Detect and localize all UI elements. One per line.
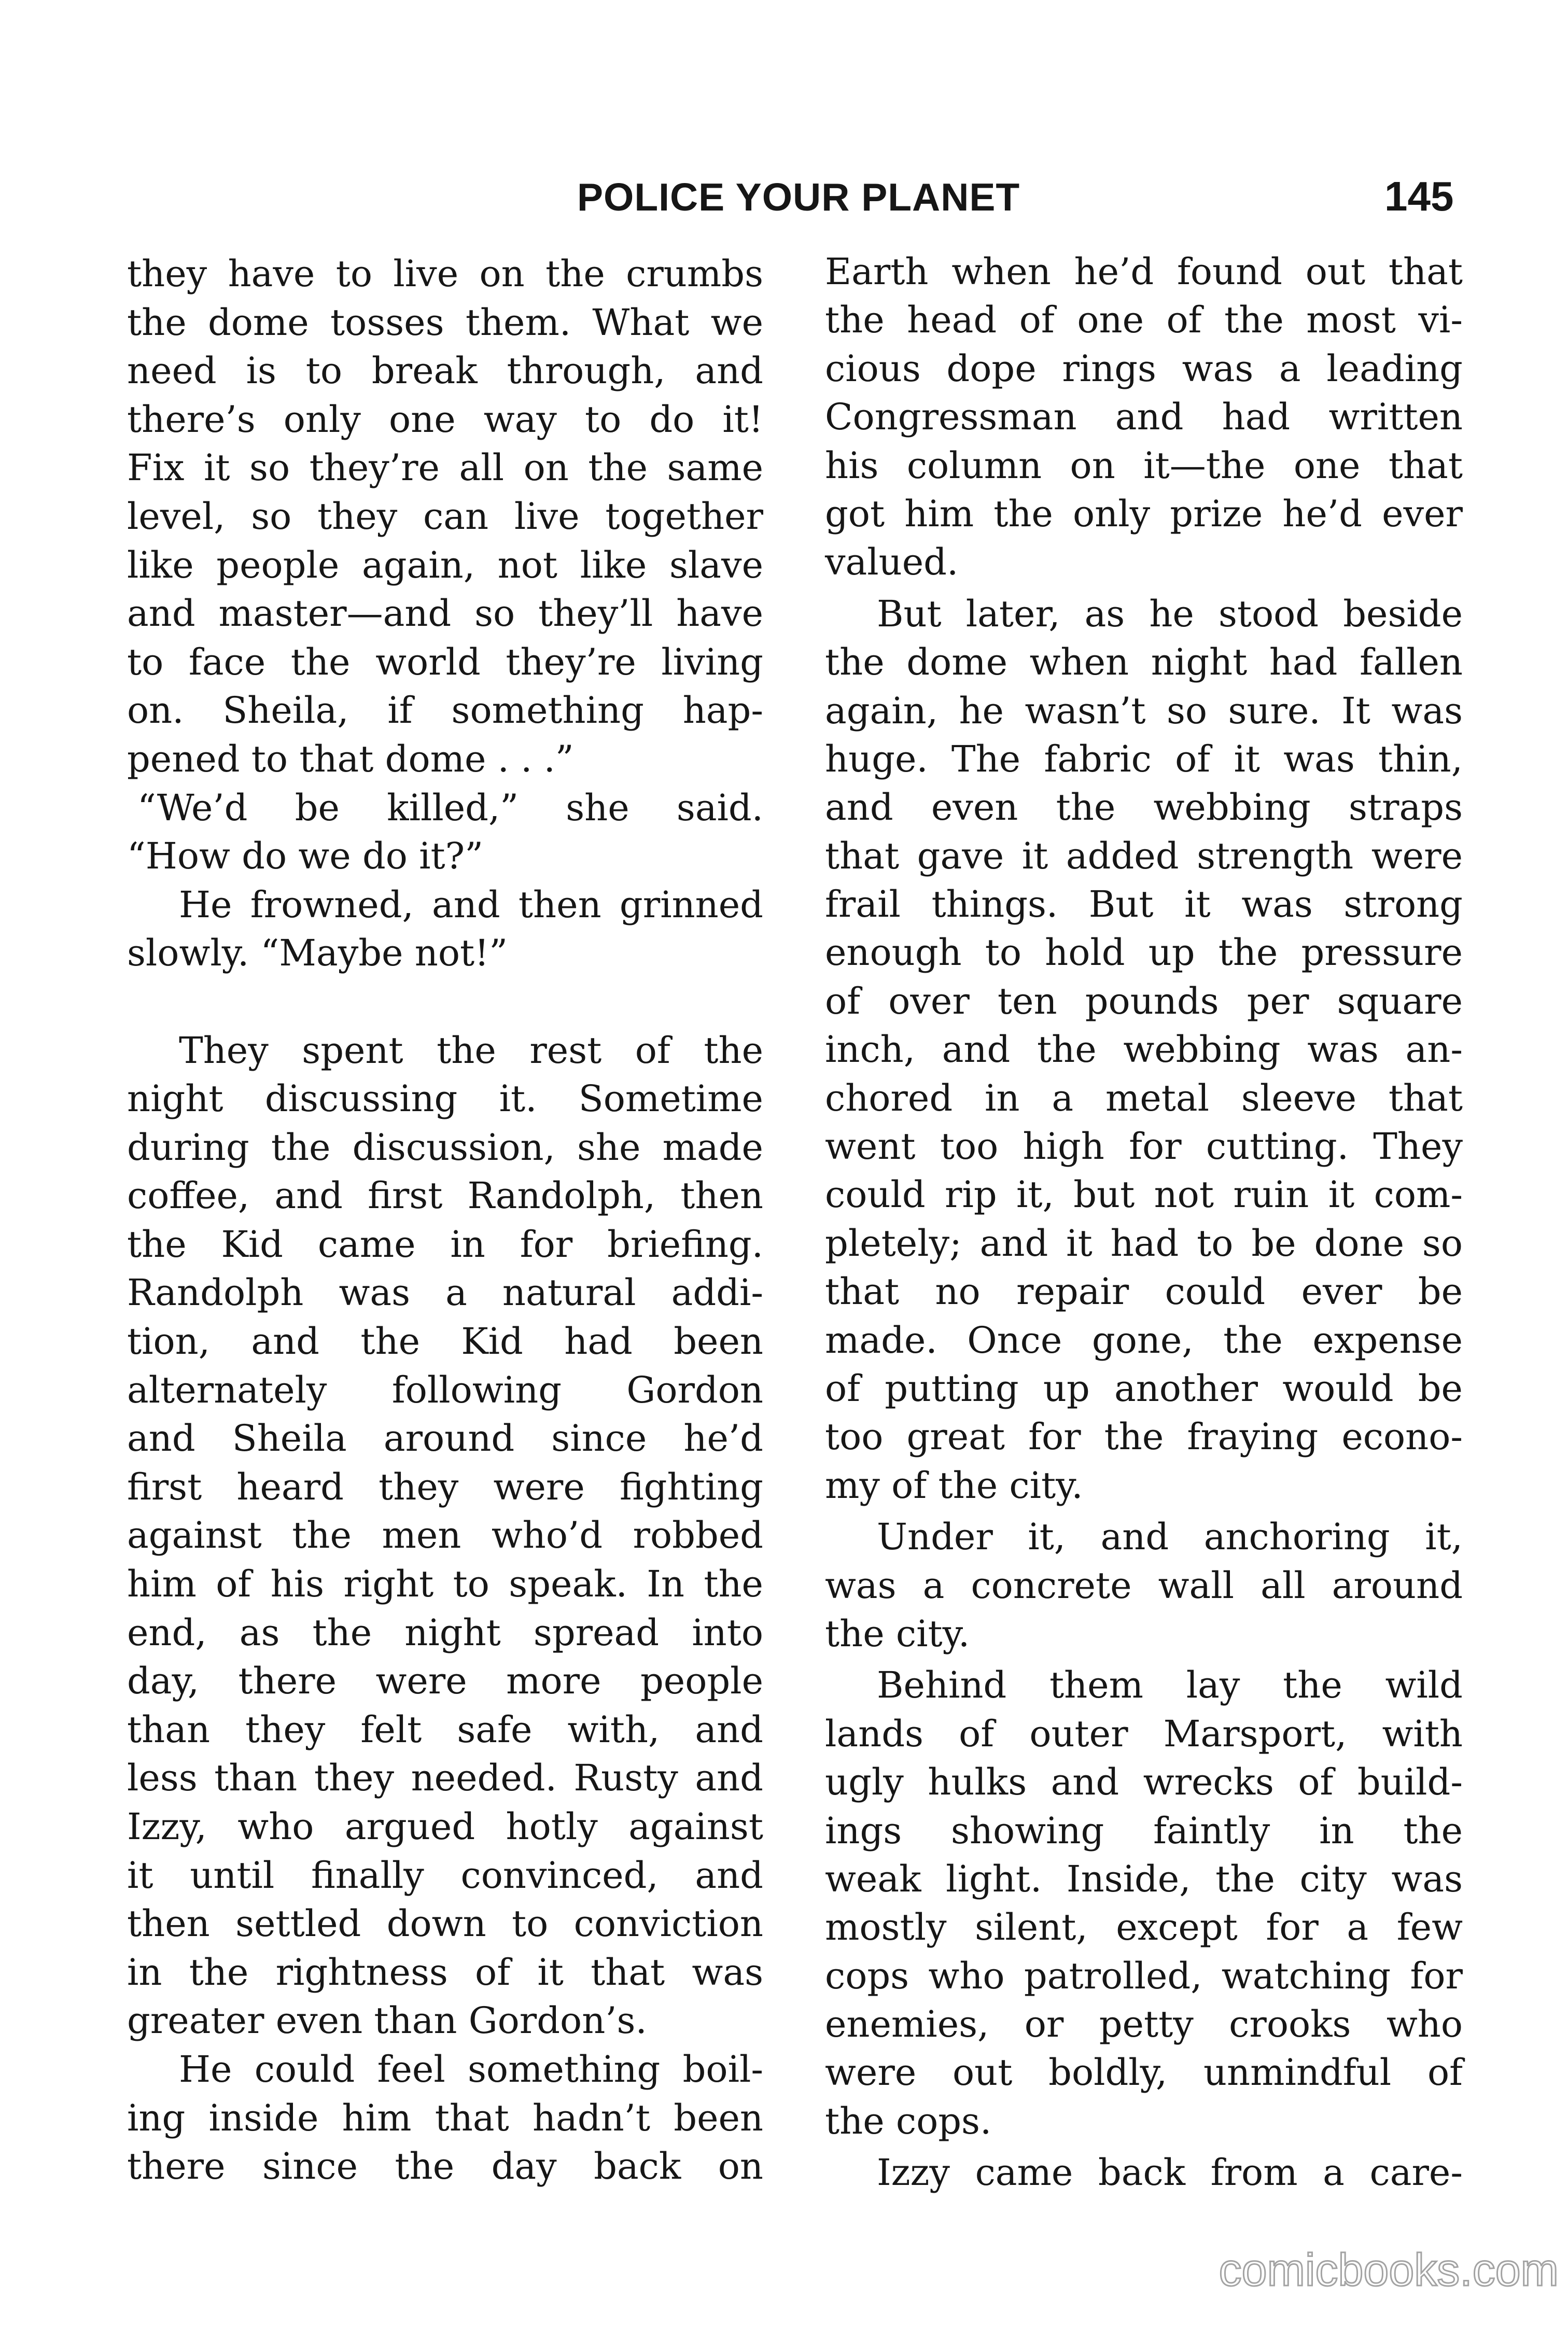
text-line: ing inside him that hadn’t been bbox=[127, 2096, 763, 2139]
text-line: than they felt safe with, and bbox=[127, 1708, 763, 1751]
text-line: He could feel something boil- bbox=[179, 2048, 763, 2091]
text-line: Randolph was a natural addi- bbox=[127, 1271, 763, 1314]
paragraph bbox=[127, 1027, 763, 2045]
text-line: too great for the fraying econo- bbox=[825, 1415, 1463, 1459]
paragraph bbox=[825, 1661, 1463, 2146]
text-line: could rip it, but not ruin it com- bbox=[825, 1173, 1463, 1216]
text-line: against the men who’d robbed bbox=[127, 1514, 763, 1557]
text-line: the city. bbox=[825, 1612, 970, 1655]
text-line: They spent the rest of the bbox=[179, 1029, 763, 1072]
text-line: day, there were more people bbox=[127, 1660, 763, 1703]
text-line: tion, and the Kid had been bbox=[127, 1320, 763, 1363]
text-line: it until finally convinced, and bbox=[127, 1854, 763, 1897]
text-line: first heard they were fighting bbox=[127, 1465, 763, 1508]
text-line: then settled down to conviction bbox=[127, 1902, 763, 1945]
page-number: 145 bbox=[1384, 173, 1454, 219]
text-line: frail things. But it was strong bbox=[825, 883, 1463, 926]
left-column bbox=[127, 250, 763, 2191]
text-line: coffee, and first Randolph, then bbox=[127, 1174, 763, 1217]
paragraph bbox=[127, 784, 763, 881]
text-line: in the rightness of it that was bbox=[127, 1951, 763, 1994]
text-line: of over ten pounds per square bbox=[825, 979, 1463, 1022]
paragraph bbox=[825, 590, 1463, 1510]
paragraph bbox=[825, 2149, 1463, 2197]
text-line: lands of outer Marsport, with bbox=[825, 1712, 1463, 1755]
text-line: huge. The fabric of it was thin, bbox=[825, 737, 1463, 780]
text-line: mostly silent, except for a few bbox=[825, 1906, 1463, 1949]
text-line: level, so they can live together bbox=[127, 495, 763, 538]
text-line: chored in a metal sleeve that bbox=[825, 1076, 1463, 1119]
text-line: that gave it added strength were bbox=[825, 834, 1463, 877]
text-line: his column on it—the one that bbox=[825, 444, 1463, 487]
text-line: ings showing faintly in the bbox=[825, 1809, 1463, 1852]
text-line: pened to that dome . . .” bbox=[127, 737, 574, 780]
text-line: that no repair could ever be bbox=[825, 1270, 1463, 1313]
running-head-title: POLICE YOUR PLANET bbox=[577, 175, 1020, 219]
right-column bbox=[825, 248, 1463, 2197]
text-line: weak light. Inside, the city was bbox=[825, 1857, 1463, 1900]
watermark: comicbooks.com bbox=[1219, 2244, 1559, 2295]
text-line: again, he wasn’t so sure. It was bbox=[825, 689, 1463, 732]
text-line: slowly. “Maybe not!” bbox=[127, 932, 508, 975]
text-line: the Kid came in for briefing. bbox=[127, 1223, 763, 1266]
text-line: He frowned, and then grinned bbox=[179, 883, 763, 926]
text-line: and Sheila around since he’d bbox=[127, 1417, 763, 1460]
text-line: end, as the night spread into bbox=[127, 1611, 763, 1654]
text-line: and master—and so they’ll have bbox=[127, 592, 763, 635]
text-line: need is to break through, and bbox=[127, 349, 763, 392]
text-line: they have to live on the crumbs bbox=[127, 253, 763, 295]
paragraph bbox=[127, 250, 763, 784]
text-line: the cops. bbox=[825, 2099, 992, 2142]
text-line: cious dope rings was a leading bbox=[825, 347, 1463, 390]
text-line: the dome tosses them. What we bbox=[127, 301, 763, 344]
text-line: inch, and the webbing was an- bbox=[825, 1028, 1463, 1071]
text-line: of putting up another would be bbox=[825, 1367, 1463, 1410]
text-line: were out boldly, unmindful of bbox=[825, 2051, 1463, 2094]
text-line: there since the day back on bbox=[127, 2145, 763, 2188]
text-line: the head of one of the most vi- bbox=[825, 299, 1463, 342]
text-line: there’s only one way to do it! bbox=[127, 398, 763, 441]
paragraph bbox=[127, 2045, 763, 2191]
text-line: Earth when he’d found out that bbox=[825, 250, 1463, 293]
text-line: to face the world they’re living bbox=[127, 640, 763, 683]
text-line: like people again, not like slave bbox=[127, 543, 763, 586]
text-line: alternately following Gordon bbox=[127, 1368, 763, 1411]
text-line: “How do we do it?” bbox=[127, 835, 483, 878]
text-line: Fix it so they’re all on the same bbox=[127, 446, 763, 489]
text-line: the dome when night had fallen bbox=[825, 641, 1463, 684]
text-line: and even the webbing straps bbox=[825, 786, 1463, 829]
text-line: But later, as he stood beside bbox=[877, 592, 1463, 635]
text-line: enemies, or petty crooks who bbox=[825, 2003, 1463, 2046]
text-line: was a concrete wall all around bbox=[825, 1564, 1463, 1607]
text-line: him of his right to speak. In the bbox=[127, 1563, 763, 1606]
paragraph bbox=[825, 248, 1463, 587]
text-line: cops who patrolled, watching for bbox=[825, 1954, 1463, 1997]
text-line: enough to hold up the pressure bbox=[825, 931, 1463, 974]
text-line: greater even than Gordon’s. bbox=[127, 1999, 647, 2042]
text-line: got him the only prize he’d ever bbox=[825, 492, 1463, 535]
text-line: on. Sheila, if something hap- bbox=[127, 689, 763, 732]
text-line: pletely; and it had to be done so bbox=[825, 1222, 1463, 1265]
text-line: Behind them lay the wild bbox=[877, 1664, 1463, 1707]
text-line: valued. bbox=[825, 541, 959, 584]
text-line: Izzy, who argued hotly against bbox=[127, 1805, 763, 1848]
text-line: made. Once gone, the expense bbox=[825, 1319, 1463, 1362]
paragraph bbox=[825, 1513, 1463, 1658]
text-line: night discussing it. Sometime bbox=[127, 1077, 763, 1120]
text-line: less than they needed. Rusty and bbox=[127, 1757, 763, 1800]
text-line: ugly hulks and wrecks of build- bbox=[825, 1761, 1463, 1804]
paragraph bbox=[127, 881, 763, 978]
text-line: my of the city. bbox=[825, 1464, 1083, 1507]
text-line: Izzy came back from a care- bbox=[877, 2151, 1463, 2194]
text-line: Under it, and anchoring it, bbox=[877, 1516, 1463, 1559]
text-line: “We’d be killed,” she said. bbox=[137, 786, 763, 829]
text-line: went too high for cutting. They bbox=[825, 1125, 1463, 1168]
text-line: Congressman and had written bbox=[825, 396, 1463, 439]
text-line: during the discussion, she made bbox=[127, 1126, 763, 1169]
